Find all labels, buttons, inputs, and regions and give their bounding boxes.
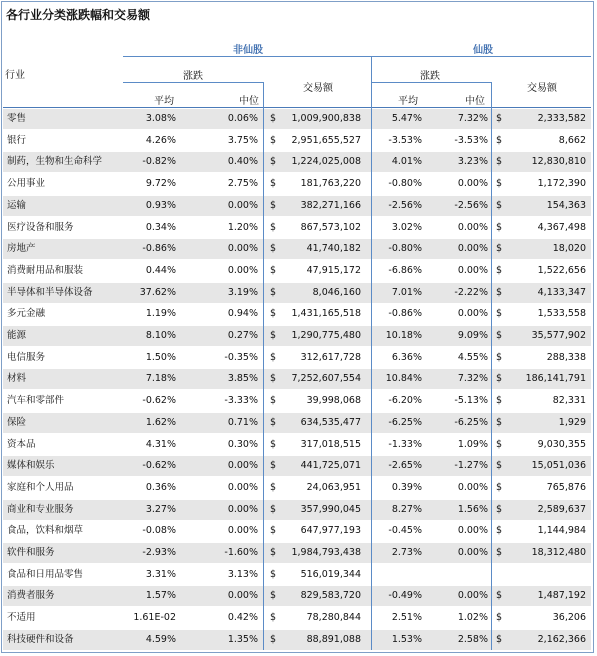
table-row [3, 326, 591, 346]
median-penny-cell: 1.56% [457, 503, 488, 515]
currency-penny-cell: $ [496, 178, 503, 190]
volume-non-penny-cell: 317,018,515 [300, 438, 361, 450]
avg-penny-cell: 8.27% [391, 503, 422, 515]
volume-penny-cell: 12,830,810 [531, 156, 586, 168]
median-penny-cell: 0.00% [457, 264, 488, 276]
avg-non-penny-cell: 1.61E-02 [133, 612, 176, 624]
table-row [3, 283, 591, 303]
avg-penny-cell: -6.86% [388, 264, 422, 276]
median-non-penny-cell: 3.85% [227, 373, 258, 385]
industry-cell: 消费耐用品和服装 [7, 264, 84, 276]
header-avg-1: 平均 [154, 96, 174, 107]
median-penny-cell: 0.00% [457, 590, 488, 602]
avg-non-penny-cell: -0.62% [142, 395, 176, 407]
currency-non-penny-cell: $ [270, 460, 277, 472]
currency-penny-cell: $ [496, 264, 503, 276]
currency-non-penny-cell: $ [270, 199, 277, 211]
currency-non-penny-cell: $ [270, 330, 277, 341]
currency-non-penny-cell: $ [270, 612, 277, 624]
volume-penny-cell: 2,162,366 [537, 633, 586, 645]
volume-non-penny-cell: 2,951,655,527 [291, 134, 361, 146]
avg-non-penny-cell: -0.08% [142, 525, 176, 537]
avg-non-penny-cell: 4.59% [145, 633, 176, 645]
table-row [3, 413, 591, 433]
industry-cell: 零售 [7, 113, 27, 124]
median-non-penny-cell: 0.00% [227, 481, 258, 493]
median-penny-cell: 4.55% [457, 351, 488, 363]
currency-non-penny-cell: $ [270, 373, 277, 385]
currency-penny-cell: $ [496, 633, 503, 645]
volume-penny-cell: 1,172,390 [537, 178, 586, 190]
median-penny-cell: -1.27% [454, 460, 488, 472]
industry-cell: 材料 [7, 373, 27, 385]
volume-non-penny-cell: 516,019,344 [300, 568, 361, 580]
volume-penny-cell: 36,206 [552, 612, 586, 624]
volume-non-penny-cell: 181,763,220 [300, 178, 361, 190]
volume-penny-cell: 8,662 [558, 134, 586, 146]
currency-non-penny-cell: $ [270, 416, 277, 428]
volume-penny-cell: 1,487,192 [537, 590, 586, 602]
median-non-penny-cell: 0.42% [227, 612, 258, 624]
volume-non-penny-cell: 357,990,045 [300, 503, 361, 515]
industry-cell: 运输 [7, 199, 27, 211]
table-row [3, 478, 591, 498]
volume-penny-cell: 18,312,480 [531, 547, 586, 558]
table-row [3, 586, 591, 606]
volume-penny-cell: 1,533,558 [537, 308, 586, 320]
avg-penny-cell: -0.49% [388, 590, 422, 602]
volume-penny-cell: 1,522,656 [537, 264, 586, 276]
median-non-penny-cell: 3.75% [227, 134, 258, 146]
currency-non-penny-cell: $ [270, 481, 277, 493]
avg-non-penny-cell: 1.57% [145, 590, 176, 602]
median-non-penny-cell: 0.40% [227, 156, 258, 168]
avg-non-penny-cell: -0.62% [142, 460, 176, 472]
table-row [3, 435, 591, 455]
median-penny-cell: -3.53% [454, 134, 488, 146]
volume-penny-cell: 4,133,347 [537, 286, 586, 298]
currency-non-penny-cell: $ [270, 395, 277, 407]
currency-penny-cell: $ [496, 481, 503, 493]
currency-penny-cell: $ [496, 460, 503, 472]
currency-penny-cell: $ [496, 243, 503, 255]
median-non-penny-cell: 0.94% [227, 308, 258, 320]
header-change-line-1 [123, 82, 263, 83]
avg-non-penny-cell: 4.26% [145, 134, 176, 146]
volume-penny-cell: 1,929 [558, 416, 586, 428]
currency-penny-cell: $ [496, 612, 503, 624]
currency-penny-cell: $ [496, 438, 503, 450]
volume-penny-cell: 35,577,902 [531, 330, 586, 341]
avg-non-penny-cell: 37.62% [139, 286, 176, 298]
volume-non-penny-cell: 47,915,172 [306, 264, 361, 276]
avg-penny-cell: 1.53% [391, 633, 422, 645]
median-penny-cell: 1.02% [457, 612, 488, 624]
volume-non-penny-cell: 382,271,166 [300, 199, 361, 211]
avg-non-penny-cell: -0.86% [142, 243, 176, 255]
median-penny-cell: 7.32% [457, 373, 488, 385]
header-avg-2: 平均 [398, 96, 418, 107]
median-non-penny-cell: 0.06% [227, 113, 258, 124]
median-penny-cell: 2.58% [457, 633, 488, 645]
avg-non-penny-cell: 3.08% [145, 113, 176, 124]
median-non-penny-cell: 3.19% [227, 286, 258, 298]
industry-cell: 银行 [7, 134, 27, 146]
industry-cell: 软件和服务 [7, 547, 55, 558]
volume-non-penny-cell: 7,252,607,554 [291, 373, 361, 385]
table-row [3, 500, 591, 520]
industry-cell: 家庭和个人用品 [7, 481, 74, 493]
avg-penny-cell: -0.45% [388, 525, 422, 537]
avg-penny-cell: -0.80% [388, 243, 422, 255]
currency-non-penny-cell: $ [270, 286, 277, 298]
header-change-1: 涨跌 [183, 71, 203, 82]
avg-non-penny-cell: 4.31% [145, 438, 176, 450]
volume-non-penny-cell: 88,891,088 [306, 633, 361, 645]
currency-non-penny-cell: $ [270, 633, 277, 645]
table-row [3, 152, 591, 172]
industry-cell: 食品和日用品零售 [7, 568, 84, 580]
separator-1 [263, 82, 264, 650]
industry-cell: 多元金融 [7, 308, 46, 320]
avg-non-penny-cell: 8.10% [145, 330, 176, 341]
table-row [3, 261, 591, 281]
volume-non-penny-cell: 829,583,720 [300, 590, 361, 602]
median-penny-cell: 0.00% [457, 308, 488, 320]
currency-penny-cell: $ [496, 547, 503, 558]
volume-penny-cell: 154,363 [546, 199, 586, 211]
currency-penny-cell: $ [496, 503, 503, 515]
table-row [3, 131, 591, 151]
median-non-penny-cell: 0.00% [227, 590, 258, 602]
table-row [3, 456, 591, 476]
industry-cell: 媒体和娱乐 [7, 460, 55, 472]
avg-non-penny-cell: 1.62% [145, 416, 176, 428]
median-penny-cell: 0.00% [457, 525, 488, 537]
table-row [3, 630, 591, 650]
volume-non-penny-cell: 1,224,025,008 [291, 156, 361, 168]
header-median-1: 中位 [239, 96, 259, 107]
median-non-penny-cell: -0.35% [224, 351, 258, 363]
avg-non-penny-cell: 7.18% [145, 373, 176, 385]
median-non-penny-cell: 0.00% [227, 503, 258, 515]
currency-penny-cell: $ [496, 525, 503, 537]
volume-non-penny-cell: 8,046,160 [312, 286, 361, 298]
industry-cell: 保险 [7, 416, 27, 428]
header-change-line-2 [372, 82, 492, 83]
avg-penny-cell: -3.53% [388, 134, 422, 146]
avg-non-penny-cell: 3.31% [145, 568, 176, 580]
volume-penny-cell: 4,367,498 [537, 221, 586, 233]
table-row [3, 196, 591, 216]
currency-non-penny-cell: $ [270, 590, 277, 602]
table-row [3, 521, 591, 541]
currency-non-penny-cell: $ [270, 243, 277, 255]
currency-penny-cell: $ [496, 113, 503, 124]
currency-non-penny-cell: $ [270, 134, 277, 146]
currency-penny-cell: $ [496, 373, 503, 385]
avg-non-penny-cell: 1.50% [145, 351, 176, 363]
currency-penny-cell: $ [496, 286, 503, 298]
median-penny-cell: -6.25% [454, 416, 488, 428]
avg-penny-cell: 6.36% [391, 351, 422, 363]
currency-non-penny-cell: $ [270, 221, 277, 233]
industry-cell: 消费者服务 [7, 590, 55, 602]
avg-penny-cell: 2.51% [391, 612, 422, 624]
avg-penny-cell: 2.73% [391, 547, 422, 558]
avg-penny-cell: -0.86% [388, 308, 422, 320]
median-non-penny-cell: 0.71% [227, 416, 258, 428]
industry-cell: 能源 [7, 330, 27, 341]
industry-cell: 制药，生物和生命科学 [7, 156, 103, 168]
table-row [3, 109, 591, 129]
industry-cell: 公用事业 [7, 178, 46, 190]
avg-penny-cell: -1.33% [388, 438, 422, 450]
median-penny-cell: 1.09% [457, 438, 488, 450]
volume-penny-cell: 2,589,637 [537, 503, 586, 515]
median-penny-cell: 7.32% [457, 113, 488, 124]
median-penny-cell: 0.00% [457, 178, 488, 190]
header-group-penny: 仙股 [473, 45, 493, 56]
median-penny-cell: -2.22% [454, 286, 488, 298]
avg-penny-cell: 0.39% [391, 481, 422, 493]
currency-penny-cell: $ [496, 416, 503, 428]
median-non-penny-cell: 0.00% [227, 199, 258, 211]
header-change-2: 涨跌 [420, 71, 440, 82]
avg-penny-cell: 4.01% [391, 156, 422, 168]
avg-penny-cell: 10.84% [385, 373, 422, 385]
median-penny-cell: -2.56% [454, 199, 488, 211]
industry-cell: 不适用 [7, 612, 36, 624]
volume-non-penny-cell: 441,725,071 [300, 460, 361, 472]
median-non-penny-cell: 0.00% [227, 525, 258, 537]
avg-penny-cell: 10.18% [385, 330, 422, 341]
volume-non-penny-cell: 1,984,793,438 [291, 547, 361, 558]
avg-penny-cell: 7.01% [391, 286, 422, 298]
industry-cell: 电信服务 [7, 351, 46, 363]
volume-penny-cell: 765,876 [546, 481, 586, 493]
industry-cell: 食品，饮料和烟草 [7, 525, 84, 537]
table-row [3, 369, 591, 389]
table-row [3, 391, 591, 411]
table-row [3, 304, 591, 324]
median-non-penny-cell: 0.27% [227, 330, 258, 341]
currency-non-penny-cell: $ [270, 547, 277, 558]
industry-cell: 医疗设备和服务 [7, 221, 74, 233]
volume-non-penny-cell: 24,063,951 [306, 481, 361, 493]
volume-non-penny-cell: 78,280,844 [306, 612, 361, 624]
volume-penny-cell: 288,338 [546, 351, 586, 363]
median-non-penny-cell: 3.13% [227, 568, 258, 580]
avg-penny-cell: 3.02% [391, 221, 422, 233]
currency-non-penny-cell: $ [270, 351, 277, 363]
avg-non-penny-cell: -0.82% [142, 156, 176, 168]
avg-penny-cell: 5.47% [391, 113, 422, 124]
currency-penny-cell: $ [496, 199, 503, 211]
header-industry: 行业 [5, 70, 25, 81]
volume-non-penny-cell: 647,977,193 [300, 525, 361, 537]
header-volume-1: 交易额 [303, 83, 333, 94]
avg-non-penny-cell: -2.93% [142, 547, 176, 558]
volume-penny-cell: 9,030,355 [537, 438, 586, 450]
currency-penny-cell: $ [496, 590, 503, 602]
currency-penny-cell: $ [496, 221, 503, 233]
separator-2 [371, 56, 372, 650]
header-bottom-line [3, 107, 591, 108]
median-non-penny-cell: -3.33% [224, 395, 258, 407]
table-row [3, 608, 591, 628]
currency-non-penny-cell: $ [270, 438, 277, 450]
volume-non-penny-cell: 39,998,068 [306, 395, 361, 407]
currency-non-penny-cell: $ [270, 308, 277, 320]
industry-cell: 科技硬件和设备 [7, 633, 74, 645]
currency-non-penny-cell: $ [270, 568, 277, 580]
volume-penny-cell: 2,333,582 [537, 113, 586, 124]
currency-penny-cell: $ [496, 134, 503, 146]
currency-penny-cell: $ [496, 351, 503, 363]
median-penny-cell: 9.09% [457, 330, 488, 341]
avg-penny-cell: -0.80% [388, 178, 422, 190]
header-group-non-penny: 非仙股 [233, 45, 263, 56]
table-row [3, 174, 591, 194]
industry-cell: 商业和专业服务 [7, 503, 74, 515]
median-non-penny-cell: 1.35% [227, 633, 258, 645]
header-median-2: 中位 [465, 96, 485, 107]
volume-non-penny-cell: 312,617,728 [300, 351, 361, 363]
median-non-penny-cell: 0.00% [227, 264, 258, 276]
avg-penny-cell: -2.65% [388, 460, 422, 472]
volume-non-penny-cell: 634,535,477 [300, 416, 361, 428]
median-non-penny-cell: 0.00% [227, 243, 258, 255]
median-non-penny-cell: 1.20% [227, 221, 258, 233]
volume-penny-cell: 1,144,984 [537, 525, 586, 537]
currency-non-penny-cell: $ [270, 113, 277, 124]
volume-non-penny-cell: 1,009,900,838 [291, 113, 361, 124]
median-penny-cell: 0.00% [457, 547, 488, 558]
avg-non-penny-cell: 3.27% [145, 503, 176, 515]
volume-non-penny-cell: 867,573,102 [300, 221, 361, 233]
currency-non-penny-cell: $ [270, 178, 277, 190]
avg-penny-cell: -6.25% [388, 416, 422, 428]
currency-non-penny-cell: $ [270, 264, 277, 276]
currency-non-penny-cell: $ [270, 503, 277, 515]
volume-non-penny-cell: 41,740,182 [306, 243, 361, 255]
median-non-penny-cell: 2.75% [227, 178, 258, 190]
median-non-penny-cell: 0.30% [227, 438, 258, 450]
separator-3 [491, 82, 492, 650]
avg-non-penny-cell: 9.72% [145, 178, 176, 190]
median-non-penny-cell: 0.00% [227, 460, 258, 472]
volume-non-penny-cell: 1,431,165,518 [291, 308, 361, 320]
volume-penny-cell: 15,051,036 [531, 460, 586, 472]
volume-non-penny-cell: 1,290,775,480 [291, 330, 361, 341]
header-group-line [123, 56, 591, 57]
table-row [3, 239, 591, 259]
currency-non-penny-cell: $ [270, 525, 277, 537]
avg-non-penny-cell: 0.34% [145, 221, 176, 233]
table-title: 各行业分类涨跌幅和交易额 [6, 8, 151, 22]
median-penny-cell: 0.00% [457, 243, 488, 255]
median-penny-cell: -5.13% [454, 395, 488, 407]
avg-non-penny-cell: 0.93% [145, 199, 176, 211]
avg-penny-cell: -6.20% [388, 395, 422, 407]
median-penny-cell: 3.23% [457, 156, 488, 168]
currency-penny-cell: $ [496, 395, 503, 407]
avg-non-penny-cell: 0.44% [145, 264, 176, 276]
industry-cell: 半导体和半导体设备 [7, 286, 93, 298]
table-row [3, 543, 591, 563]
avg-non-penny-cell: 0.36% [145, 481, 176, 493]
volume-penny-cell: 18,020 [552, 243, 586, 255]
volume-penny-cell: 82,331 [552, 395, 586, 407]
median-penny-cell: 0.00% [457, 481, 488, 493]
currency-penny-cell: $ [496, 156, 503, 168]
median-penny-cell: 0.00% [457, 221, 488, 233]
volume-penny-cell: 186,141,791 [525, 373, 586, 385]
table-row [3, 565, 591, 585]
table-row [3, 348, 591, 368]
industry-cell: 汽车和零部件 [7, 395, 65, 407]
avg-penny-cell: -2.56% [388, 199, 422, 211]
currency-penny-cell: $ [496, 308, 503, 320]
industry-cell: 房地产 [7, 243, 36, 255]
avg-non-penny-cell: 1.19% [145, 308, 176, 320]
table-row [3, 218, 591, 238]
currency-non-penny-cell: $ [270, 156, 277, 168]
header-volume-2: 交易额 [527, 83, 557, 94]
median-non-penny-cell: -1.60% [224, 547, 258, 558]
industry-cell: 资本品 [7, 438, 36, 450]
currency-penny-cell: $ [496, 330, 503, 341]
